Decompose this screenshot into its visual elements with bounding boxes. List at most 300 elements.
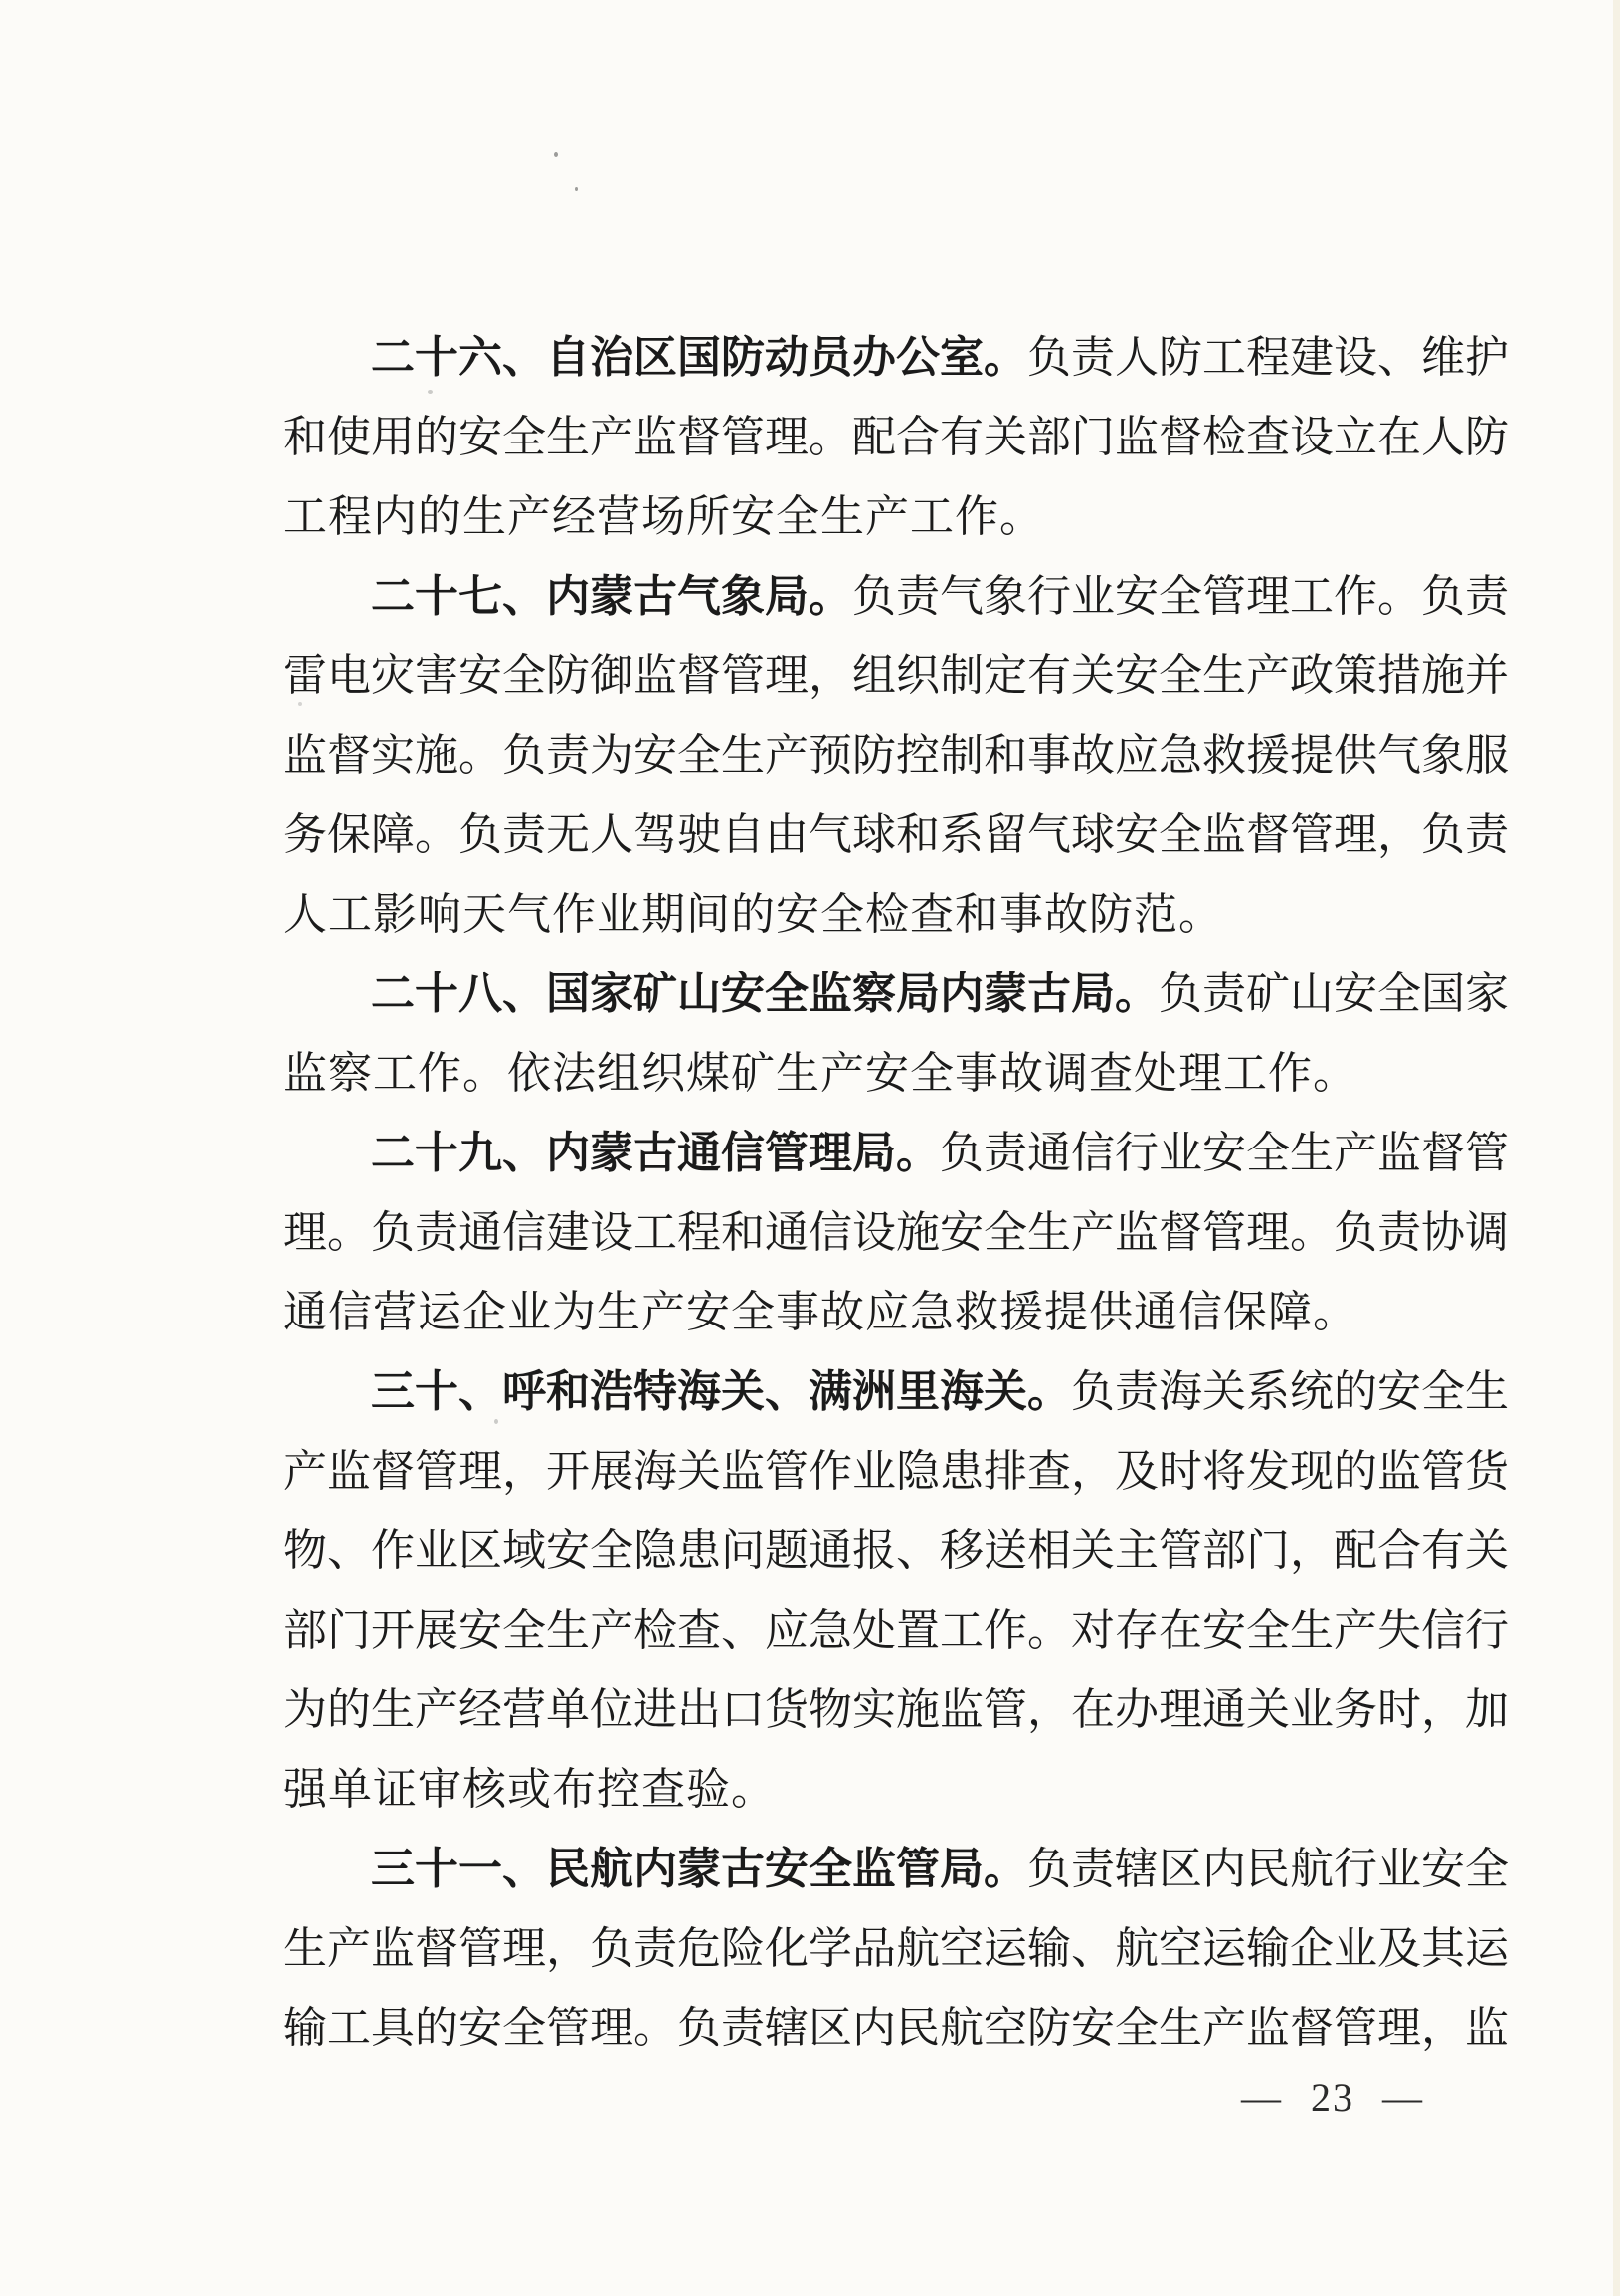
body-character: 负 <box>1421 572 1465 620</box>
body-character: 失 <box>1377 1606 1421 1655</box>
body-character: 具 <box>371 2004 415 2052</box>
text-line <box>283 1825 1509 1904</box>
heading-character: 二 <box>371 1129 415 1177</box>
body-character: 监 <box>1377 1129 1421 1177</box>
body-character: 留 <box>984 810 1027 859</box>
text-block <box>283 313 1509 2063</box>
body-character: 负 <box>940 1129 984 1177</box>
body-character: 督 <box>415 1924 458 1973</box>
body-character: 区 <box>809 2004 852 2052</box>
body-character: 部 <box>1027 413 1071 461</box>
body-character: 事 <box>1027 731 1071 780</box>
body-character: 责 <box>1115 1367 1159 1416</box>
body-character: 作 <box>809 1447 852 1496</box>
body-character: 服 <box>1465 731 1509 780</box>
body-character: 业 <box>1334 1924 1377 1973</box>
body-character: 的 <box>1334 1367 1377 1416</box>
body-character: 关 <box>1071 651 1115 700</box>
scan-speckle <box>494 1419 498 1424</box>
body-character: 信 <box>502 1208 546 1257</box>
body-character: 查 <box>1027 1447 1071 1496</box>
body-character: 和 <box>896 810 940 859</box>
body-character: 监 <box>283 731 327 780</box>
body-character: 、 <box>721 1606 765 1655</box>
body-character: 负 <box>1071 1367 1115 1416</box>
text-line <box>283 1745 1457 1825</box>
heading-character: 三 <box>371 1367 415 1416</box>
body-character: 工 <box>633 1208 677 1257</box>
body-character: 安 <box>458 2004 502 2052</box>
body-character: 安 <box>1377 1367 1421 1416</box>
heading-character: 察 <box>852 970 896 1018</box>
body-character: 责 <box>721 2004 765 2052</box>
heading-character: 内 <box>546 1129 590 1177</box>
body-character: 安 <box>546 1526 590 1575</box>
heading-character: 局 <box>896 970 940 1018</box>
body-character: 山 <box>1290 970 1334 1018</box>
body-segment: 监察工作。依法组织煤矿生产安全事故调查处理工作。 <box>283 1049 1357 1098</box>
body-character: 督 <box>677 413 721 461</box>
heading-character: 蒙 <box>984 970 1027 1018</box>
body-character: 由 <box>765 810 809 859</box>
body-character: 业 <box>415 1526 458 1575</box>
body-character: 作 <box>371 1526 415 1575</box>
body-character: 监 <box>327 1447 371 1496</box>
body-character: 隐 <box>633 1526 677 1575</box>
body-character: 故 <box>1071 731 1115 780</box>
body-character: 有 <box>940 413 984 461</box>
heading-character: 浩 <box>590 1367 633 1416</box>
body-character: 工 <box>327 2004 371 2052</box>
heading-character: 办 <box>852 333 896 382</box>
heading-character: 海 <box>677 1367 721 1416</box>
heading-character: 象 <box>721 572 765 620</box>
heading-character: 十 <box>415 1845 458 1893</box>
body-character: 应 <box>765 1606 809 1655</box>
body-character: 行 <box>1334 1845 1377 1893</box>
text-line <box>283 950 1509 1029</box>
heading-character: 内 <box>633 1845 677 1893</box>
body-character: 。 <box>1377 572 1421 620</box>
body-character: 责 <box>1071 333 1115 382</box>
body-character: 程 <box>1246 333 1290 382</box>
text-line <box>283 1506 1509 1586</box>
heading-character: 、 <box>458 1367 502 1416</box>
body-character: 出 <box>677 1685 721 1734</box>
body-character: 航 <box>896 1924 940 1973</box>
body-character: 责 <box>546 731 590 780</box>
body-character: ， <box>1027 1685 1071 1734</box>
body-character: 安 <box>1202 1129 1246 1177</box>
body-character: 施 <box>896 1685 940 1734</box>
body-character: 气 <box>1377 731 1421 780</box>
body-character: 、 <box>1071 1924 1115 1973</box>
body-character: 供 <box>1334 731 1377 780</box>
heading-character: 国 <box>677 333 721 382</box>
body-segment: 人工影响天气作业期间的安全检查和事故防范。 <box>283 890 1223 939</box>
body-character: 化 <box>765 1924 809 1973</box>
body-character: 援 <box>1246 731 1290 780</box>
body-character: 。 <box>415 810 458 859</box>
body-character: 策 <box>1334 651 1377 700</box>
body-character: 督 <box>1159 413 1202 461</box>
body-character: 信 <box>809 1208 852 1257</box>
heading-character: 十 <box>415 572 458 620</box>
body-character: 现 <box>1290 1447 1334 1496</box>
body-character: 生 <box>1027 1208 1071 1257</box>
body-character: 及 <box>1377 1924 1421 1973</box>
body-character: 气 <box>1027 810 1071 859</box>
body-character: 。 <box>809 413 852 461</box>
body-character: 障 <box>371 810 415 859</box>
body-character: 业 <box>1290 1685 1334 1734</box>
body-character: ， <box>1377 810 1421 859</box>
body-character: 通 <box>809 1526 852 1575</box>
body-character: 实 <box>852 1685 896 1734</box>
body-character: 维 <box>1421 333 1465 382</box>
heading-character: 、 <box>502 572 546 620</box>
body-character: 气 <box>940 572 984 620</box>
body-character: 排 <box>984 1447 1027 1496</box>
body-character: 球 <box>1071 810 1115 859</box>
body-character: 置 <box>896 1606 940 1655</box>
text-line <box>283 791 1509 870</box>
body-character: 象 <box>984 572 1027 620</box>
body-character: 监 <box>721 1447 765 1496</box>
body-character: 时 <box>1159 1447 1202 1496</box>
heading-character: 、 <box>502 1845 546 1893</box>
body-character: 督 <box>1290 2004 1334 2052</box>
body-character: 保 <box>327 810 371 859</box>
heading-character: 古 <box>1027 970 1071 1018</box>
body-character: 全 <box>502 1606 546 1655</box>
body-character: 管 <box>1421 1447 1465 1496</box>
body-character: 其 <box>1421 1924 1465 1973</box>
body-character: 全 <box>590 1526 633 1575</box>
body-character: 责 <box>1071 1845 1115 1893</box>
body-character: 题 <box>765 1526 809 1575</box>
body-character: 管 <box>458 1924 502 1973</box>
body-character: 负 <box>371 1208 415 1257</box>
body-character: 应 <box>1115 731 1159 780</box>
body-character: 施 <box>1421 651 1465 700</box>
heading-character: 二 <box>371 333 415 382</box>
body-character: 业 <box>1377 1845 1421 1893</box>
body-character: 管 <box>1202 572 1246 620</box>
heading-character: 国 <box>546 970 590 1018</box>
heading-character: 蒙 <box>590 1129 633 1177</box>
body-character: 统 <box>1290 1367 1334 1416</box>
body-character: 安 <box>1334 970 1377 1018</box>
body-character: 。 <box>458 731 502 780</box>
text-line <box>283 1904 1509 1984</box>
body-character: 合 <box>896 413 940 461</box>
body-character: 灾 <box>371 651 415 700</box>
body-character: 程 <box>677 1208 721 1257</box>
body-character: 实 <box>371 731 415 780</box>
text-line <box>283 552 1509 631</box>
heading-character: 局 <box>1071 970 1115 1018</box>
body-character: 航 <box>1115 1924 1159 1973</box>
text-line <box>283 313 1509 393</box>
body-character: 负 <box>677 2004 721 2052</box>
body-character: 施 <box>896 1208 940 1257</box>
body-character: 主 <box>1115 1526 1159 1575</box>
body-character: 关 <box>677 1447 721 1496</box>
scan-speckle <box>575 187 578 191</box>
body-character: 用 <box>371 413 415 461</box>
body-character: 督 <box>677 651 721 700</box>
body-character: 内 <box>852 2004 896 2052</box>
body-character: 建 <box>546 1208 590 1257</box>
heading-character: 、 <box>502 1129 546 1177</box>
body-character: 责 <box>415 1208 458 1257</box>
body-character: 信 <box>1071 1129 1115 1177</box>
heading-character: 全 <box>809 1845 852 1893</box>
body-character: 理 <box>502 1924 546 1973</box>
body-character: 合 <box>1377 1526 1421 1575</box>
body-character: 并 <box>1465 651 1509 700</box>
body-character: 全 <box>677 731 721 780</box>
scan-speckle <box>298 702 302 706</box>
body-character: 部 <box>1202 1526 1246 1575</box>
body-character: 关 <box>1246 1685 1290 1734</box>
body-character: 开 <box>371 1606 415 1655</box>
body-character: 人 <box>1421 413 1465 461</box>
heading-character: 防 <box>721 333 765 382</box>
body-character: 。 <box>1027 1606 1071 1655</box>
body-character: 负 <box>1159 970 1202 1018</box>
body-character: 安 <box>940 1208 984 1257</box>
heading-character: 局 <box>852 1129 896 1177</box>
scan-speckle <box>554 152 558 157</box>
body-character: 物 <box>809 1685 852 1734</box>
body-character: 处 <box>852 1606 896 1655</box>
heading-character: 九 <box>458 1129 502 1177</box>
body-character: 务 <box>1334 1685 1377 1734</box>
body-character: 全 <box>1159 572 1202 620</box>
body-character: 为 <box>283 1685 327 1734</box>
body-character: ， <box>502 1447 546 1496</box>
body-character: 督 <box>327 731 371 780</box>
heading-character: 内 <box>546 572 590 620</box>
body-character: 问 <box>721 1526 765 1575</box>
body-character: 安 <box>1115 572 1159 620</box>
body-character: 工 <box>1290 572 1334 620</box>
body-character: 进 <box>633 1685 677 1734</box>
body-character: 设 <box>852 1208 896 1257</box>
body-character: 信 <box>1421 1606 1465 1655</box>
body-character: 防 <box>1027 2004 1071 2052</box>
body-character: 报 <box>852 1526 896 1575</box>
body-character: 生 <box>546 1606 590 1655</box>
body-character: 航 <box>940 2004 984 2052</box>
body-character: 口 <box>721 1685 765 1734</box>
body-character: 作 <box>1334 572 1377 620</box>
body-character: 使 <box>327 413 371 461</box>
body-character: 产 <box>1246 651 1290 700</box>
body-character: 全 <box>1159 651 1202 700</box>
body-character: 全 <box>1377 970 1421 1018</box>
body-character: 的 <box>1334 1447 1377 1496</box>
heading-character: 员 <box>809 333 852 382</box>
body-segment: 强单证审核或布控查验。 <box>283 1765 776 1814</box>
body-character: 产 <box>590 413 633 461</box>
body-character: 安 <box>633 731 677 780</box>
body-character: 象 <box>1421 731 1465 780</box>
body-character: 有 <box>1027 651 1071 700</box>
body-character: 输 <box>1246 1924 1290 1973</box>
body-character: 产 <box>1071 1208 1115 1257</box>
body-character: 移 <box>940 1526 984 1575</box>
body-character: 防 <box>1465 413 1509 461</box>
heading-character: 关 <box>984 1367 1027 1416</box>
body-character: 制 <box>940 731 984 780</box>
body-character: 、 <box>1377 333 1421 382</box>
body-character: 球 <box>852 810 896 859</box>
body-character: 航 <box>1290 1845 1334 1893</box>
body-character: 理 <box>1246 1208 1290 1257</box>
body-character: 产 <box>590 1606 633 1655</box>
body-character: 区 <box>458 1526 502 1575</box>
body-character: 患 <box>677 1526 721 1575</box>
body-character: 。 <box>327 1208 371 1257</box>
body-character: 全 <box>984 1208 1027 1257</box>
body-segment: 通信营运企业为生产安全事故应急救援提供通信保障。 <box>283 1288 1357 1336</box>
heading-character: 洲 <box>852 1367 896 1416</box>
body-character: 和 <box>984 731 1027 780</box>
body-character: 监 <box>1465 2004 1509 2052</box>
body-character: 负 <box>502 731 546 780</box>
body-character: 管 <box>1159 1526 1202 1575</box>
body-character: ， <box>1071 1447 1115 1496</box>
body-character: 生 <box>1290 1606 1334 1655</box>
body-character: 业 <box>852 1447 896 1496</box>
heading-character: 十 <box>415 1129 458 1177</box>
body-character: ， <box>1290 1526 1334 1575</box>
heading-character: 管 <box>896 1845 940 1893</box>
body-character: 雷 <box>283 651 327 700</box>
body-character: 运 <box>984 1924 1027 1973</box>
body-character: ， <box>546 1924 590 1973</box>
body-character: 产 <box>765 731 809 780</box>
heading-character: 通 <box>677 1129 721 1177</box>
body-character: 门 <box>327 1606 371 1655</box>
heading-character: 管 <box>765 1129 809 1177</box>
body-character: 送 <box>984 1526 1027 1575</box>
page-number: — 23 — <box>1241 2075 1424 2120</box>
body-character: 行 <box>1027 572 1071 620</box>
heading-character: 十 <box>415 333 458 382</box>
heading-character: 治 <box>590 333 633 382</box>
text-line <box>283 1188 1509 1268</box>
body-character: 全 <box>1465 1845 1509 1893</box>
text-line <box>283 472 1457 552</box>
body-character: 配 <box>852 413 896 461</box>
body-character: 产 <box>283 1447 327 1496</box>
body-character: 生 <box>1159 2004 1202 2052</box>
body-character: 理 <box>765 651 809 700</box>
body-character: 业 <box>1159 1129 1202 1177</box>
heading-character: 古 <box>721 1845 765 1893</box>
body-character: 。 <box>1290 1208 1334 1257</box>
body-character: 监 <box>633 413 677 461</box>
text-line <box>283 1347 1509 1427</box>
heading-character: 关 <box>721 1367 765 1416</box>
body-character: 及 <box>1115 1447 1159 1496</box>
heading-character: 古 <box>633 1129 677 1177</box>
heading-character: 、 <box>502 970 546 1018</box>
body-character: 、 <box>896 1526 940 1575</box>
body-character: 管 <box>1465 1129 1509 1177</box>
text-line <box>283 1427 1509 1506</box>
heading-character: 全 <box>765 970 809 1018</box>
body-character: 辖 <box>765 2004 809 2052</box>
body-character: 电 <box>327 651 371 700</box>
text-line <box>283 631 1509 711</box>
body-character: 海 <box>1159 1367 1202 1416</box>
body-character: 加 <box>1465 1685 1509 1734</box>
body-character: 监 <box>1246 2004 1290 2052</box>
heading-character: 三 <box>371 1845 415 1893</box>
heading-character: 。 <box>984 1845 1027 1893</box>
body-character: 将 <box>1202 1447 1246 1496</box>
body-character: 工 <box>940 1606 984 1655</box>
body-character: 急 <box>809 1606 852 1655</box>
heading-character: 理 <box>809 1129 852 1177</box>
heading-character: 二 <box>371 970 415 1018</box>
text-line <box>283 1029 1457 1109</box>
body-character: 管 <box>984 1685 1027 1734</box>
body-character: 的 <box>327 1685 371 1734</box>
body-character: 全 <box>1421 1367 1465 1416</box>
body-character: 查 <box>677 1606 721 1655</box>
body-character: ， <box>1421 2004 1465 2052</box>
body-character: 驾 <box>633 810 677 859</box>
body-character: 空 <box>940 1924 984 1973</box>
body-segment: 工程内的生产经营场所安全生产工作。 <box>283 492 1044 541</box>
body-character: 政 <box>1290 651 1334 700</box>
body-character: 货 <box>1465 1447 1509 1496</box>
heading-character: 六 <box>458 333 502 382</box>
body-character: 负 <box>1027 333 1071 382</box>
body-character: 责 <box>1465 810 1509 859</box>
body-character: 责 <box>1377 1208 1421 1257</box>
body-character: 组 <box>852 651 896 700</box>
body-character: ， <box>809 651 852 700</box>
body-character: 辖 <box>1115 1845 1159 1893</box>
body-character: 产 <box>1334 1129 1377 1177</box>
body-character: 行 <box>1465 1606 1509 1655</box>
body-character: 设 <box>590 1208 633 1257</box>
heading-character: 、 <box>765 1367 809 1416</box>
heading-character: 局 <box>765 572 809 620</box>
body-character: 设 <box>1334 333 1377 382</box>
heading-character: 蒙 <box>590 572 633 620</box>
heading-character: 气 <box>677 572 721 620</box>
body-character: 无 <box>546 810 590 859</box>
body-character: 理 <box>1159 1685 1202 1734</box>
body-character: 域 <box>502 1526 546 1575</box>
body-character: 安 <box>458 413 502 461</box>
body-character: 配 <box>1334 1526 1377 1575</box>
heading-character: 一 <box>458 1845 502 1893</box>
text-line <box>283 1586 1509 1666</box>
body-character: 险 <box>721 1924 765 1973</box>
body-character: 负 <box>852 572 896 620</box>
body-character: 和 <box>721 1208 765 1257</box>
body-character: 调 <box>1465 1208 1509 1257</box>
